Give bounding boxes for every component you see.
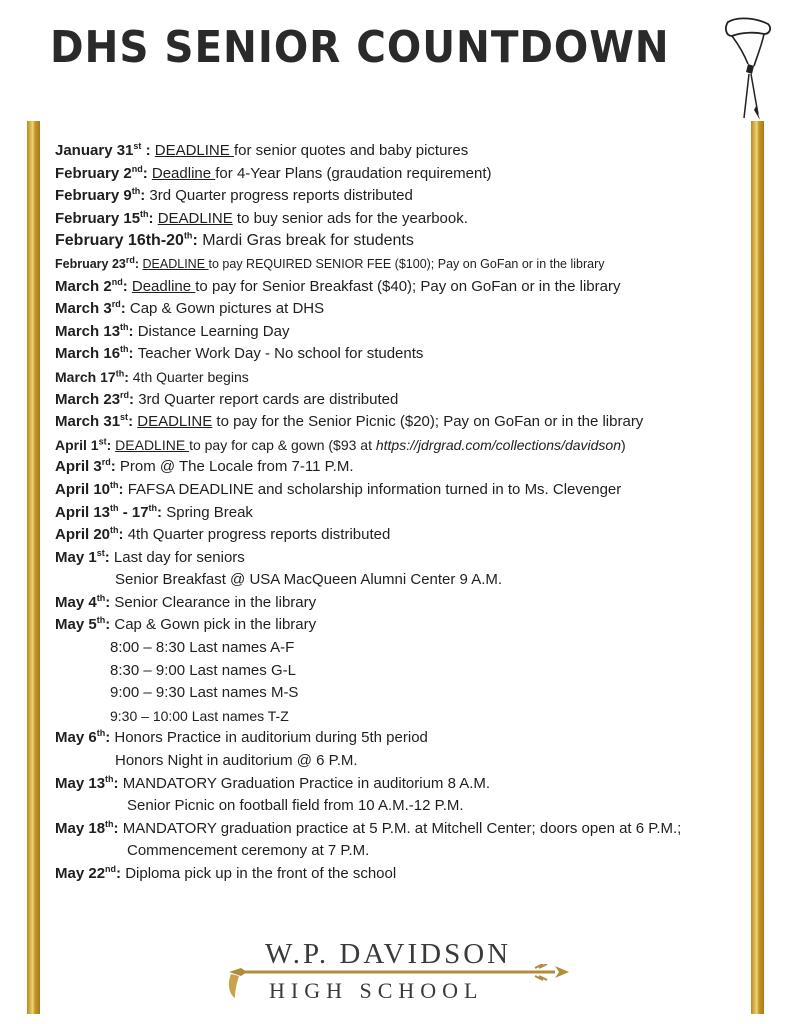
list-item: March 16th: Teacher Work Day - No school for students (55, 344, 424, 363)
list-item: May 13th: MANDATORY Graduation Practice in auditorium 8 A.M. (55, 773, 491, 792)
list-subitem: 9:00 – 9:30 Last names M-S (110, 684, 299, 702)
list-item: May 18th: MANDATORY graduation practice at 5 P.M. at Mitchell Center; doors open at 6 P.M.; (55, 818, 682, 837)
gold-border-left (27, 121, 40, 1014)
list-subitem: 9:30 – 10:00 Last names T-Z (110, 707, 289, 724)
list-item: May 1st: Last day for seniors (55, 547, 245, 566)
list-subitem: 8:00 – 8:30 Last names A-F (110, 639, 295, 657)
list-item: February 9th: 3rd Quarter progress reports distributed (55, 186, 413, 205)
diploma-scroll-icon (718, 14, 778, 120)
list-subitem: Senior Picnic on football field from 10 A.M.-12 P.M. (127, 797, 464, 815)
list-item: January 31st : DEADLINE for senior quotes and baby pictures (55, 141, 469, 159)
list-item: February 2nd: Deadline for 4-Year Plans (graudation requirement) (55, 163, 492, 182)
school-logo (225, 938, 570, 1008)
list-subitem: Senior Breakfast @ USA MacQueen Alumni Center 9 A.M. (115, 571, 503, 589)
list-subitem: 8:30 – 9:00 Last names G-L (110, 661, 296, 679)
gold-border-right (751, 121, 764, 1014)
list-item: February 23rd: DEADLINE to pay REQUIRED SENIOR FEE ($100); Pay on GoFan or in the library (55, 254, 605, 271)
logo-school-type: HIGH SCHOOL (269, 978, 484, 1003)
list-item: March 3rd: Cap & Gown pictures at DHS (55, 299, 325, 318)
list-item: March 23rd: 3rd Quarter report cards are distributed (55, 389, 399, 408)
list-item: March 17th: 4th Quarter begins (55, 368, 249, 385)
countdown-list (55, 140, 745, 886)
list-item: March 13th: Distance Learning Day (55, 321, 290, 340)
list-item: May 4th: Senior Clearance in the library (55, 592, 317, 611)
list-item: March 2nd: Deadline to pay for Senior Breakfast ($40); Pay on GoFan or in the library (55, 276, 621, 295)
list-item: April 13th - 17th: Spring Break (55, 502, 253, 521)
list-item: April 3rd: Prom @ The Locale from 7-11 P.M. (55, 457, 354, 476)
list-item: April 10th: FAFSA DEADLINE and scholarship information turned in to Ms. Clevenger (55, 479, 622, 498)
list-item: April 20th: 4th Quarter progress reports distributed (55, 525, 391, 544)
page-title: DHS SENIOR COUNTDOWN (50, 22, 670, 73)
list-item: March 31st: DEADLINE to pay for the Senior Picnic ($20); Pay on GoFan or in the library (55, 412, 644, 431)
list-item: February 15th: DEADLINE to buy senior ads for the yearbook. (55, 208, 468, 227)
list-item: April 1st: DEADLINE to pay for cap & gown ($93 at https://jdrgrad.com/collections/davidson) (55, 436, 626, 453)
logo-school-name: W.P. DAVIDSON (265, 938, 512, 970)
cap-gown-link[interactable]: https://jdrgrad.com/collections/davidson (375, 436, 621, 453)
list-subitem: Commencement ceremony at 7 P.M. (127, 842, 370, 860)
list-item: February 16th-20th: Mardi Gras break for students (55, 231, 414, 250)
list-subitem: Honors Night in auditorium @ 6 P.M. (115, 752, 358, 770)
list-item: May 22nd: Diploma pick up in the front of the school (55, 864, 397, 882)
list-item: May 5th: Cap & Gown pick in the library (55, 615, 317, 634)
list-item: May 6th: Honors Practice in auditorium during 5th period (55, 728, 428, 747)
